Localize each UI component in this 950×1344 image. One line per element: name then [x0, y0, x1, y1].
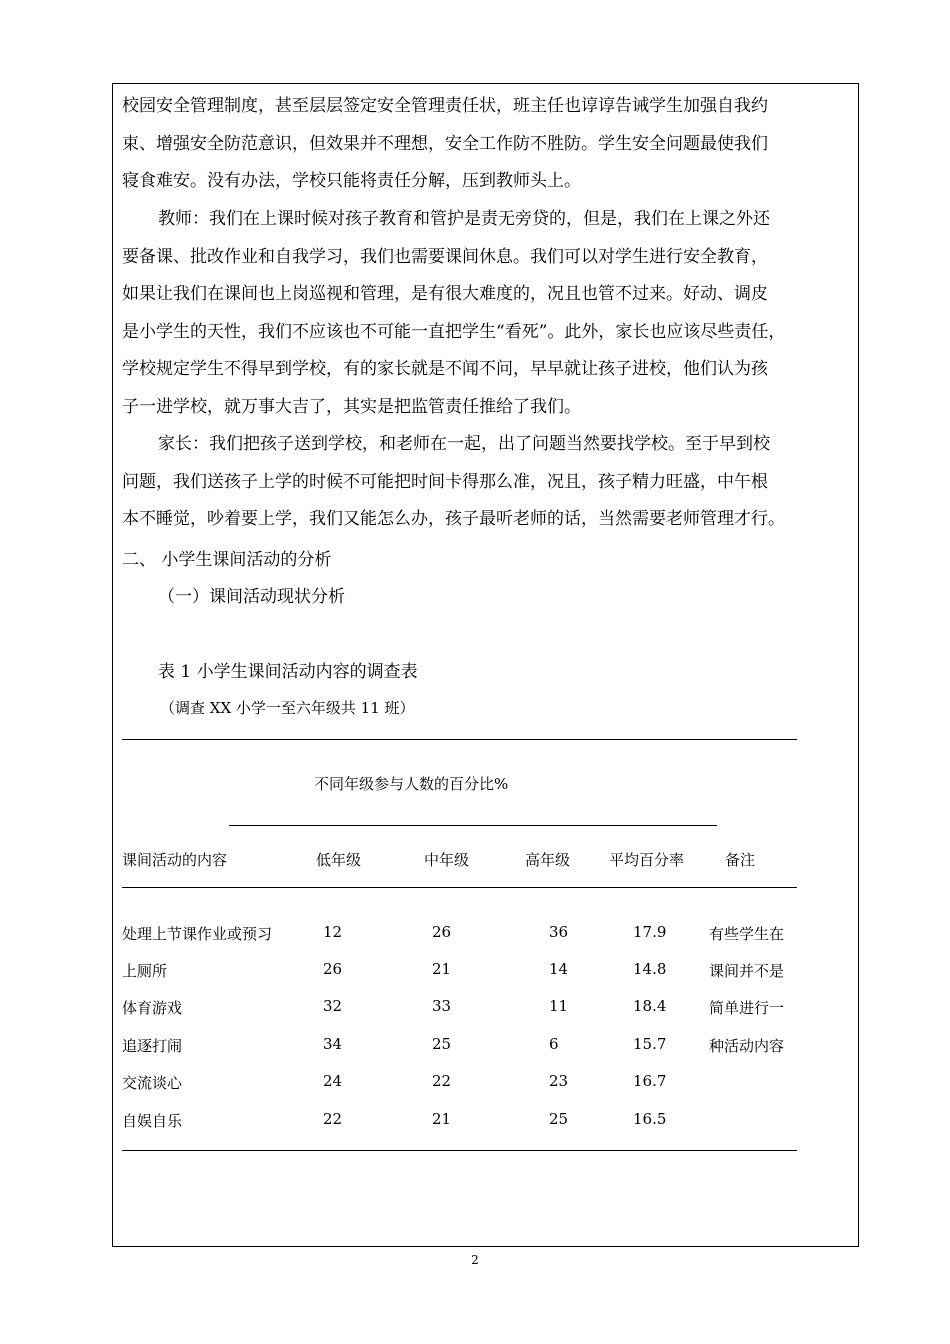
table-cell-note: 简单进行一 — [709, 999, 785, 1017]
table-cell-activity: 追逐打闹 — [122, 1037, 183, 1055]
paragraph-line: 要备课、批改作业和自我学习，我们也需要课间休息。我们可以对学生进行安全教育， — [122, 246, 768, 267]
table-cell-high: 14 — [549, 960, 569, 978]
table-cell-average: 16.7 — [633, 1072, 667, 1090]
table-cell-average: 15.7 — [633, 1035, 667, 1053]
section-heading: 二、 小学生课间活动的分析 — [122, 550, 332, 570]
paragraph-line: 束、增强安全防范意识，但效果并不理想，安全工作防不胜防。学生安全问题最使我们 — [122, 133, 768, 154]
column-header-low: 低年级 — [316, 851, 362, 869]
table-top-rule — [122, 739, 797, 740]
section-subheading: （一）课间活动现状分析 — [158, 587, 345, 607]
table-cell-mid: 21 — [432, 960, 452, 978]
table-cell-average: 18.4 — [633, 997, 667, 1015]
paragraph-1 — [122, 88, 852, 201]
table-cell-activity: 处理上节课作业或预习 — [122, 925, 273, 943]
table-bottom-rule — [122, 1150, 797, 1151]
paragraph-line: 校园安全管理制度，甚至层层签定安全管理责任状，班主任也谆谆告诫学生加强自我约 — [122, 96, 768, 116]
page-number: 2 — [471, 1253, 479, 1267]
table-cell-high: 36 — [549, 923, 569, 941]
table-cell-mid: 21 — [432, 1110, 452, 1128]
table-cell-high: 25 — [549, 1110, 569, 1128]
table-cell-low: 26 — [323, 960, 343, 978]
table-cell-activity: 上厕所 — [122, 962, 168, 980]
paragraph-line: 本不睡觉，吵着要上学，我们又能怎么办，孩子最听老师的话，当然需要老师管理才行。 — [122, 509, 785, 529]
column-header-activity: 课间活动的内容 — [122, 851, 228, 869]
table-cell-average: 14.8 — [633, 960, 667, 978]
table-cell-activity: 自娱自乐 — [122, 1112, 183, 1130]
table-header-rule — [122, 887, 797, 888]
table-cell-note: 课间并不是 — [709, 962, 785, 980]
column-header-high: 高年级 — [525, 851, 571, 869]
table-cell-high: 23 — [549, 1072, 569, 1090]
table-cell-activity: 交流谈心 — [122, 1074, 183, 1092]
table-cell-mid: 22 — [432, 1072, 452, 1090]
table-cell-mid: 33 — [432, 997, 452, 1015]
table-cell-low: 34 — [323, 1035, 343, 1053]
paragraph-line: 问题，我们送孩子上学的时候不可能把时间卡得那么准，况且，孩子精力旺盛，中午根 — [122, 471, 768, 492]
table-cell-mid: 26 — [432, 923, 452, 941]
column-header-note: 备注 — [725, 851, 756, 869]
table-cell-mid: 25 — [432, 1035, 452, 1053]
paragraph-parent — [122, 426, 852, 539]
paragraph-line: 寝食难安。没有办法，学校只能将责任分解，压到教师头上。 — [122, 171, 581, 191]
column-header-mid: 中年级 — [424, 851, 470, 869]
paragraph-teacher — [122, 201, 852, 426]
table-cell-average: 17.9 — [633, 923, 667, 941]
table-subcaption: （调查 XX 小学一至六年级共 11 班） — [160, 699, 415, 717]
table-cell-low: 12 — [323, 923, 343, 941]
paragraph-line: 学校规定学生不得早到学校，有的家长就是不闻不问，早早就让孩子进校，他们认为孩 — [122, 359, 768, 379]
table-cell-activity: 体育游戏 — [122, 999, 183, 1017]
table-group-header: 不同年级参与人数的百分比% — [314, 775, 509, 793]
paragraph-line: 是小学生的天性，我们不应该也不可能一直把学生“看死”。此外，家长也应该尽些责任， — [122, 321, 786, 342]
table-cell-low: 22 — [323, 1110, 343, 1128]
table-cell-note: 有些学生在 — [709, 925, 785, 943]
table-cell-high: 6 — [549, 1035, 559, 1053]
table-group-rule — [229, 825, 717, 826]
paragraph-line: 子一进学校，就万事大吉了，其实是把监管责任推给了我们。 — [122, 396, 581, 417]
table-cell-low: 24 — [323, 1072, 343, 1090]
table-caption: 表 1 小学生课间活动内容的调查表 — [158, 662, 418, 682]
table-cell-high: 11 — [549, 997, 569, 1015]
table-cell-low: 32 — [323, 997, 343, 1015]
paragraph-line: 如果让我们在课间也上岗巡视和管理，是有很大难度的，况且也管不过来。好动、调皮 — [122, 284, 768, 304]
paragraph-line: 教师：我们在上课时候对孩子教育和管护是责无旁贷的，但是，我们在上课之外还 — [158, 209, 770, 229]
paragraph-line: 家长：我们把孩子送到学校，和老师在一起，出了问题当然要找学校。至于早到校 — [158, 434, 770, 454]
column-header-average: 平均百分率 — [609, 851, 685, 869]
table-cell-note: 种活动内容 — [709, 1037, 785, 1055]
table-cell-average: 16.5 — [633, 1110, 667, 1128]
